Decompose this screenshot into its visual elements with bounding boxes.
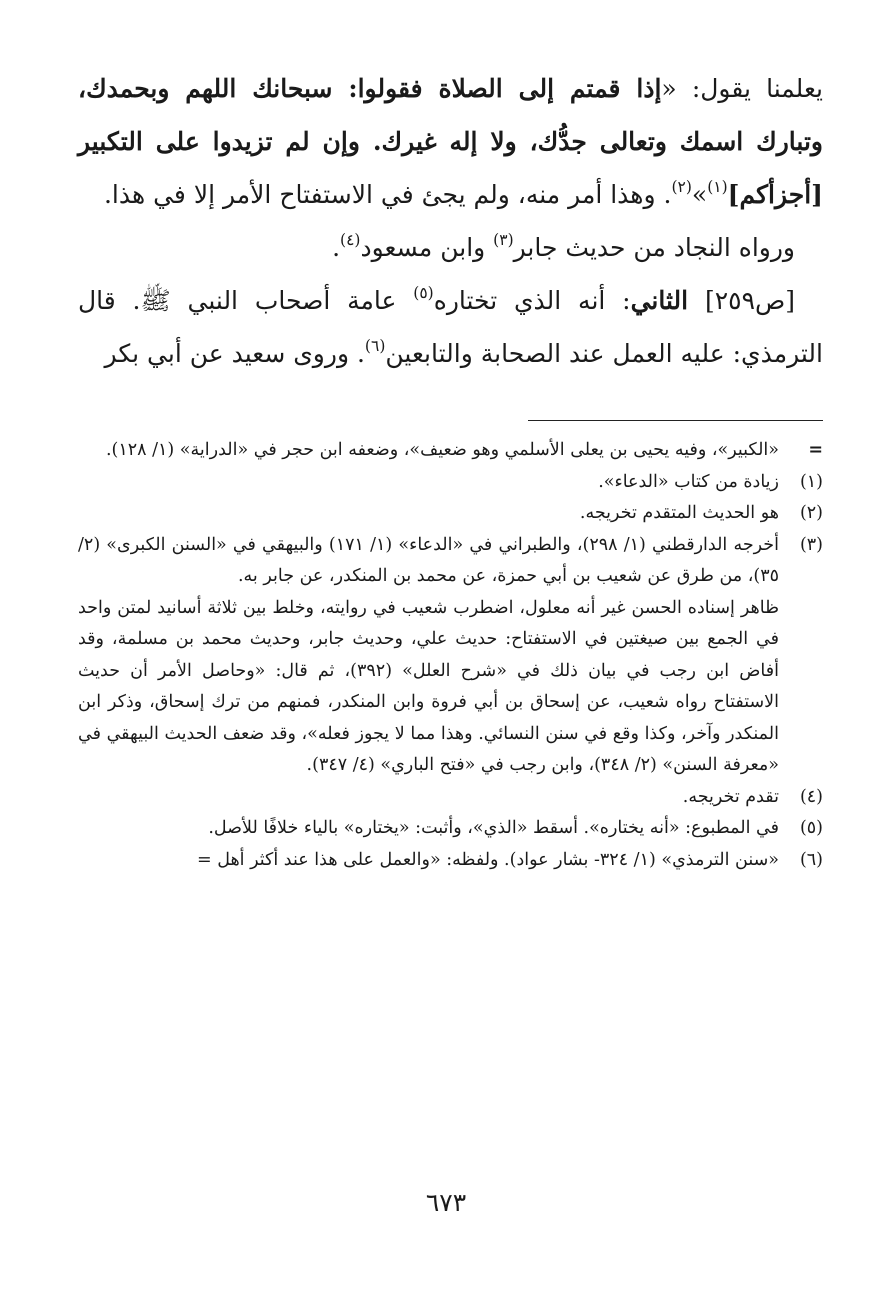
footnote-6 (78, 845, 823, 877)
footnote-number: (٦) (799, 849, 823, 870)
footnotes (78, 435, 823, 876)
main-text (78, 62, 823, 380)
text-run: : أنه الذي تختاره (433, 286, 631, 315)
main-paragraph-3 (78, 274, 823, 380)
page-content (78, 62, 823, 876)
footnote-text: زيادة من كتاب «الدعاء». (598, 471, 779, 492)
footnote-3 (78, 530, 823, 782)
footnote-5 (78, 813, 823, 845)
footnote-number: (٢) (799, 503, 823, 523)
footnote-number: (٣) (799, 534, 823, 555)
section-label: الثاني (630, 286, 689, 315)
text-run: . (332, 233, 341, 262)
footnote-ref-3: (٣) (493, 231, 514, 250)
continuation-marker: = (808, 440, 823, 460)
page-reference: [ص٢٥٩] (704, 286, 795, 315)
footnote-ref-6: (٦) (364, 337, 386, 356)
text-run: . وروى سعيد عن أبي بكر (104, 339, 365, 368)
footnote-3-citation: أخرجه الدارقطني (١/ ٢٩٨)، والطبراني في «الدعاء» (١/ ١٧١) والبيهقي في «السنن الكبرى» (٢/ ٣٥)، من طرق عن شعيب بن أبي حمزة، عن محمد بن المنكدر، عن جابر به. (78, 534, 779, 586)
footnote-ref-4: (٤) (340, 231, 361, 250)
footnote-ref-1: (١) (707, 178, 728, 197)
footnote-2 (78, 498, 823, 530)
footnote-text (78, 530, 779, 782)
text-run: يعلمنا يقول: « (661, 74, 823, 103)
footnote-divider (528, 420, 823, 421)
text-run: عامة أصحاب النبي ﷺ. قال الترمذي: عليه العمل عند الصحابة والتابعين (78, 286, 823, 368)
text-run: . وهذا أمر منه، ولم يجئ في الاستفتاح الأمر إلا في هذا. (103, 180, 672, 209)
footnote-ref-5: (٥) (413, 284, 434, 303)
footnote-3-discussion: ظاهر إسناده الحسن غير أنه معلول، اضطرب شعيب في روايته، وخلط بين ثلاثة أسانيد لمتن واحد في الجمع بين صيغتين في الاستفتاح: حديث علي، وحديث جابر، وحديث محمد بن مسلمة، وقد أفاض ابن رجب في بيان ذلك في «شرح العلل» (٣٩٢)، ثم قال: «وحاصل الأمر أن حديث الاستفتاح رواه شعيب، عن إسحاق بن أبي فروة وابن المنكدر، فمنهم من ترك إسحاق، وذكر ابن المنكدر وآخر، وكذا وقع في سنن النسائي. وهذا مما لا يجوز فعله»، وقد ضعف الحديث البيهقي في «معرفة السنن» (٢/ ٣٤٨)، وابن رجب في «فتح الباري» (٤/ ٣٤٧). (78, 597, 779, 775)
page-number: ٦٧٣ (425, 1188, 467, 1217)
main-paragraph-1 (78, 62, 823, 221)
footnote-number: (٤) (799, 786, 823, 807)
footnote-text: تقدم تخريجه. (682, 786, 779, 807)
footnote-text: هو الحديث المتقدم تخريجه. (579, 503, 779, 523)
footnote-text: «الكبير»، وفيه يحيى بن يعلى الأسلمي وهو ضعيف»، وضعفه ابن حجر في «الدراية» (١/ ١٢٨). (105, 440, 779, 460)
footnote-text: «سنن الترمذي» (١/ ٣٢٤- بشار عواد). ولفظه: «والعمل على هذا عند أكثر أهل = (196, 849, 779, 870)
footnote-text: في المطبوع: «أنه يختاره». أسقط «الذي»، وأثبت: «يختاره» بالياء خلافًا للأصل. (208, 818, 779, 838)
footnote-number: (١) (799, 471, 823, 492)
footnote-ref-2: (٢) (671, 178, 692, 197)
text-run: ورواه النجاد من حديث جابر (513, 233, 795, 262)
text-run: » (691, 180, 708, 209)
footnote-4 (78, 782, 823, 814)
footnote-number: (٥) (799, 818, 823, 838)
main-paragraph-2 (78, 221, 823, 274)
footnote-1 (78, 467, 823, 499)
footnote-continued (78, 435, 823, 467)
text-run: وابن مسعود (360, 233, 494, 262)
hadith-quote: إذا قمتم إلى الصلاة فقولوا: سبحانك اللهم وبحمدك، وتبارك اسمك وتعالى جدُّك، ولا إله غيرك. وإن لم تزيدوا على التكبير [أجزأكم] (78, 74, 823, 209)
